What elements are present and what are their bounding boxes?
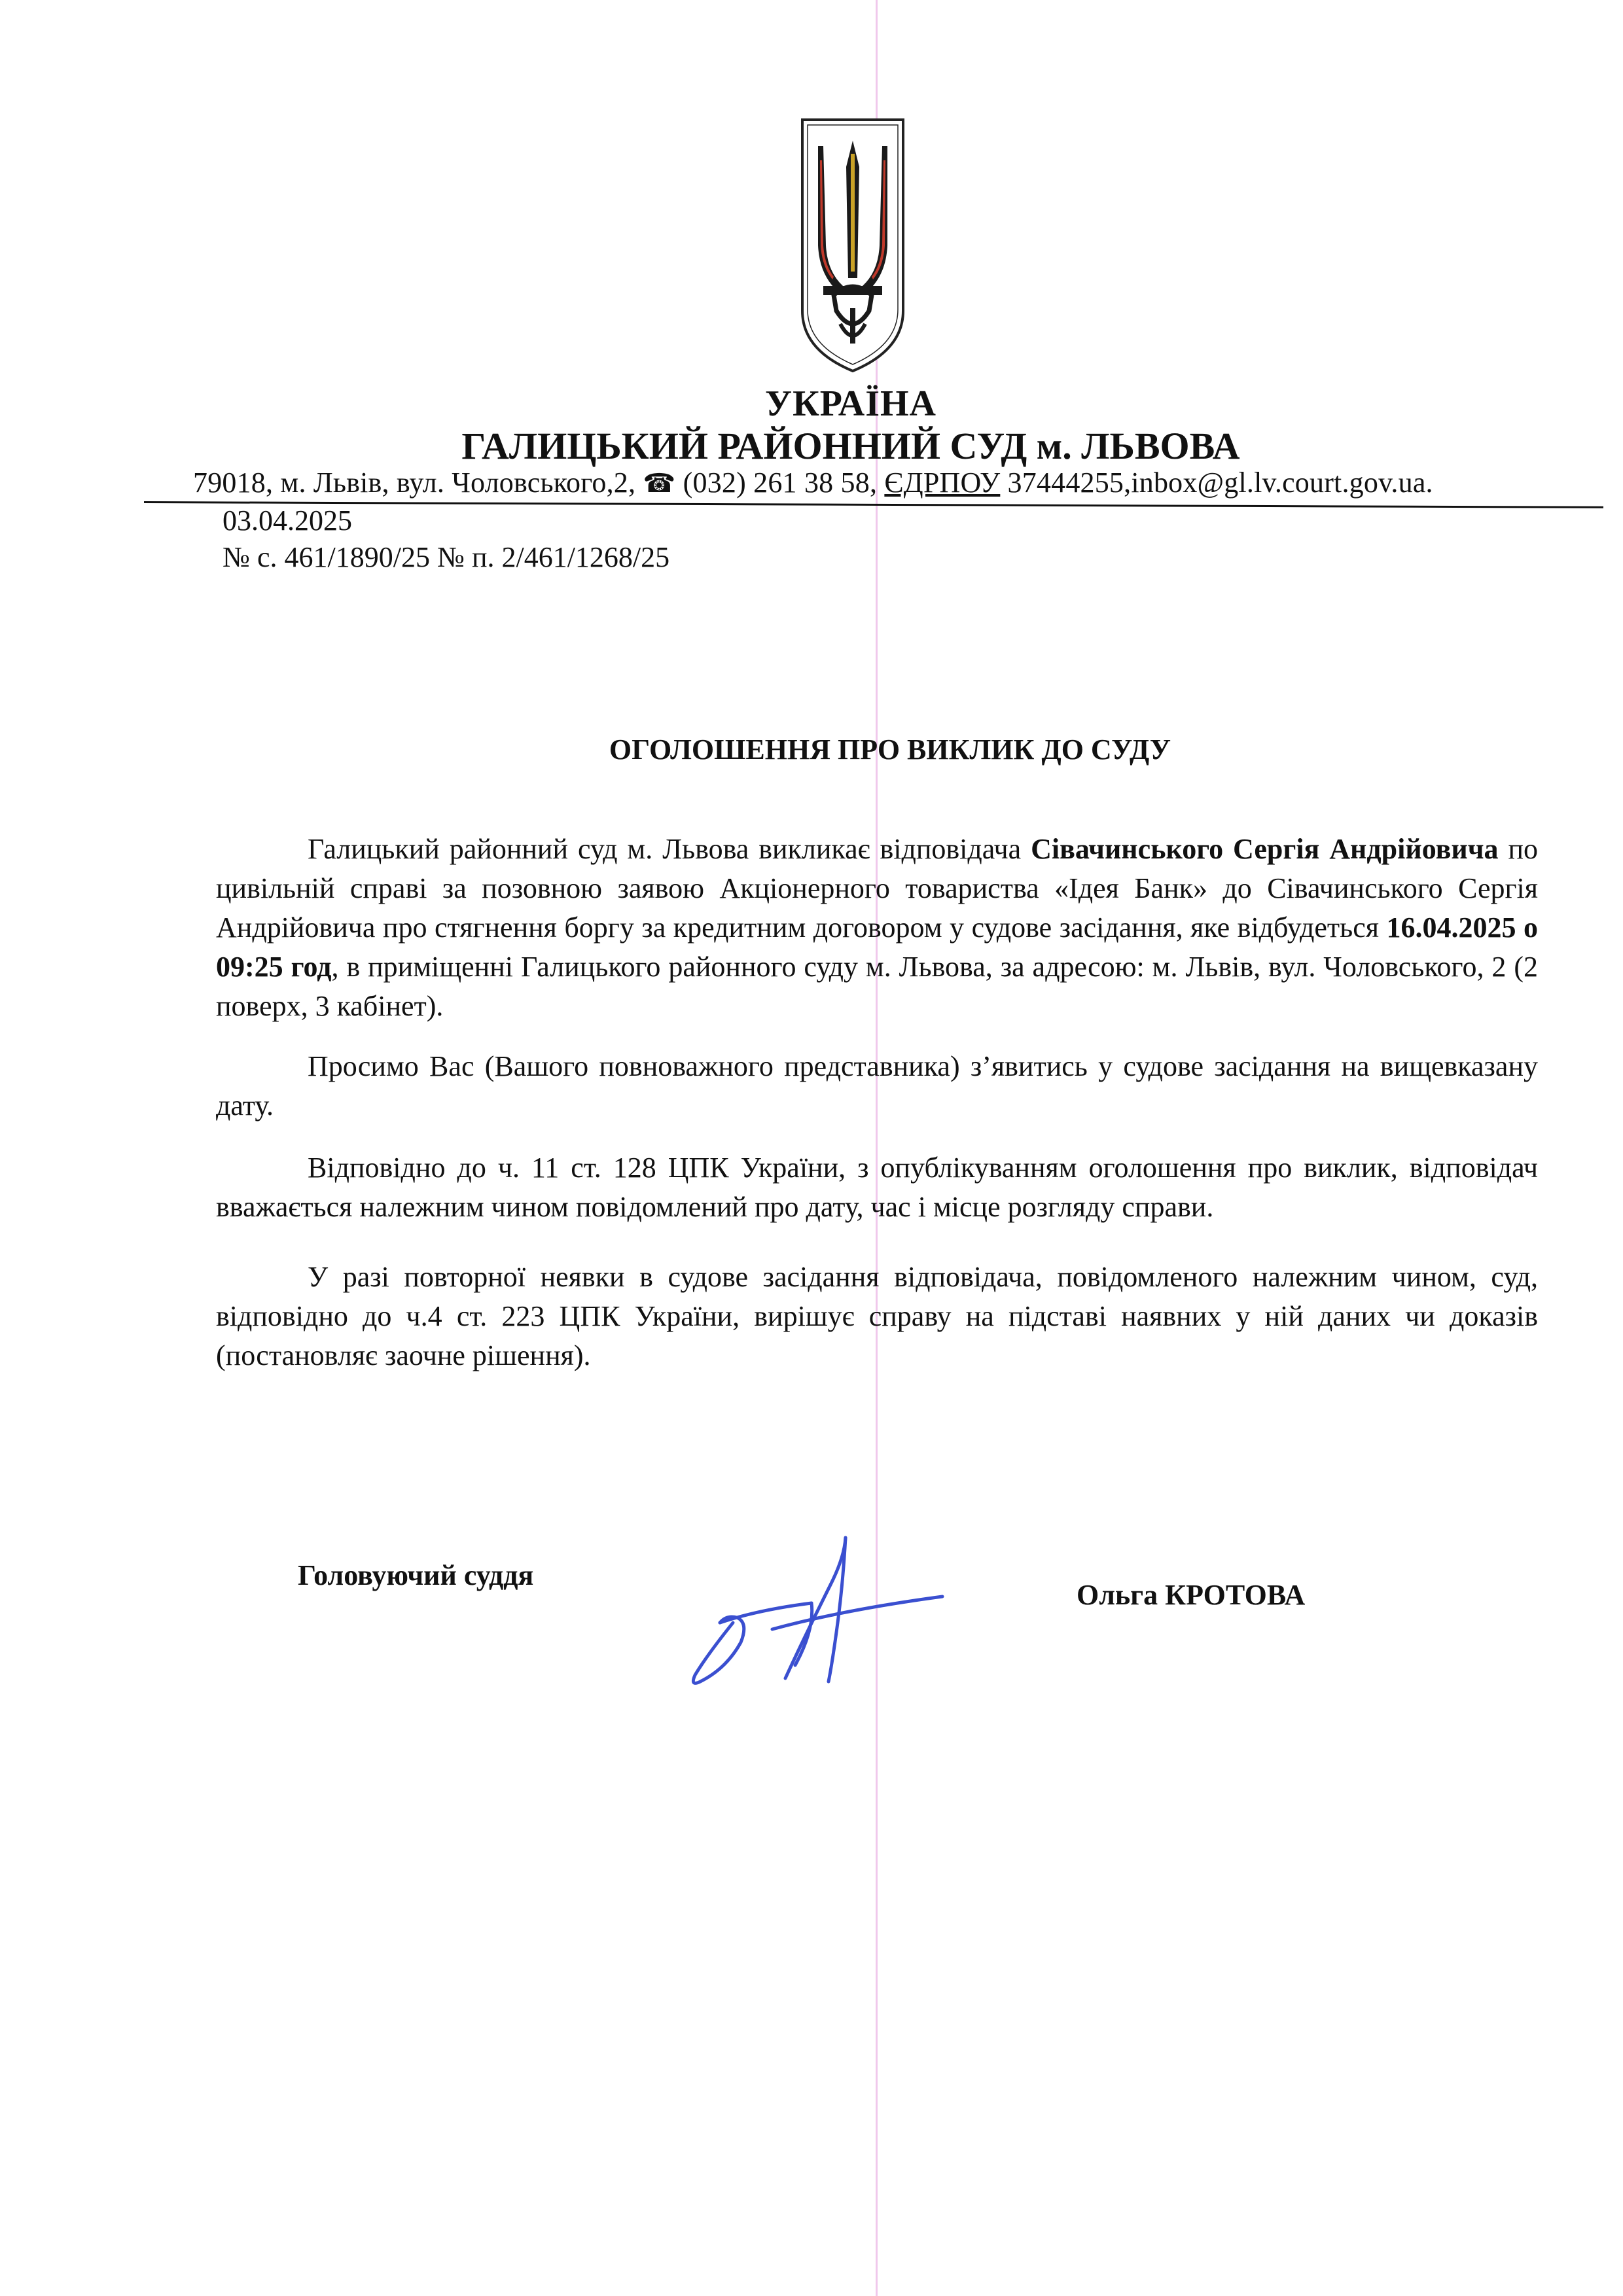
header-divider — [144, 501, 1603, 508]
p1-text-c: по цивільній справі за позовною заявою Акціонерного товариства «Ідея Банк» до Сівачинського Сергія Андрійовича про стягнення боргу за кредитним договором у судове засідання, яке відбудеться — [216, 833, 1539, 944]
court-address-line — [193, 466, 1433, 499]
phone-number: (032) 261 38 58 — [683, 467, 870, 499]
country-heading: УКРАЇНА — [765, 383, 936, 424]
presiding-judge-title: Головуючий суддя — [298, 1559, 534, 1591]
defendant-name: Сівачинського Сергія Андрійовича — [1031, 833, 1499, 865]
paragraph-absence-consequence: У разі повторної неявки в судове засідання відповідача, повідомленого належним чином, суд, відповідно до ч.4 ст. 223 ЦПК України, вирішує справу на підставі наявних у ній даних чи доказів (постановляє заочне рішення). — [216, 1261, 1538, 1371]
tryzub-emblem-icon — [797, 115, 908, 376]
address-street: 79018, м. Львів, вул. Чоловського,2, — [193, 467, 643, 499]
edrpou-label: ЄДРПОУ — [884, 467, 1001, 499]
document-date: 03.04.2025 — [223, 504, 352, 537]
document-title: ОГОЛОШЕННЯ ПРО ВИКЛИК ДО СУДУ — [609, 733, 1171, 766]
court-name-heading: ГАЛИЦЬКИЙ РАЙОННИЙ СУД м. ЛЬВОВА — [461, 425, 1240, 467]
telephone-icon: ☎ — [643, 468, 676, 498]
judge-name: Ольга КРОТОВА — [1077, 1579, 1306, 1611]
paragraph-request: Просимо Вас (Вашого повноважного представника) з’явитись у судове засідання на вищевказану дату. — [216, 1050, 1538, 1122]
hearing-datetime: 16.04.2025 о 09:25 год — [216, 911, 1539, 983]
paragraph-legal-basis: Відповідно до ч. 11 ст. 128 ЦПК України, з опублікуванням оголошення про виклик, відповідач вважається належним чином повідомлений про дату, час і місце розгляду справи. — [216, 1152, 1538, 1223]
case-number: № с. 461/1890/25 № п. 2/461/1268/25 — [223, 541, 670, 573]
p1-text-a: Галицький районний суд м. Львова викликає відповідача — [308, 833, 1031, 865]
p1-text-e: , в приміщенні Галицького районного суду м. Львова, за адресою: м. Львів, вул. Чоловського, 2 (2 поверх, 3 кабінет). — [216, 951, 1538, 1022]
edrpou-and-email: 37444255,inbox@gl.lv.court.gov.ua. — [1000, 467, 1433, 499]
address-separator: , — [869, 467, 885, 499]
paragraph-summons — [216, 830, 1538, 1026]
handwritten-signature — [681, 1525, 955, 1695]
